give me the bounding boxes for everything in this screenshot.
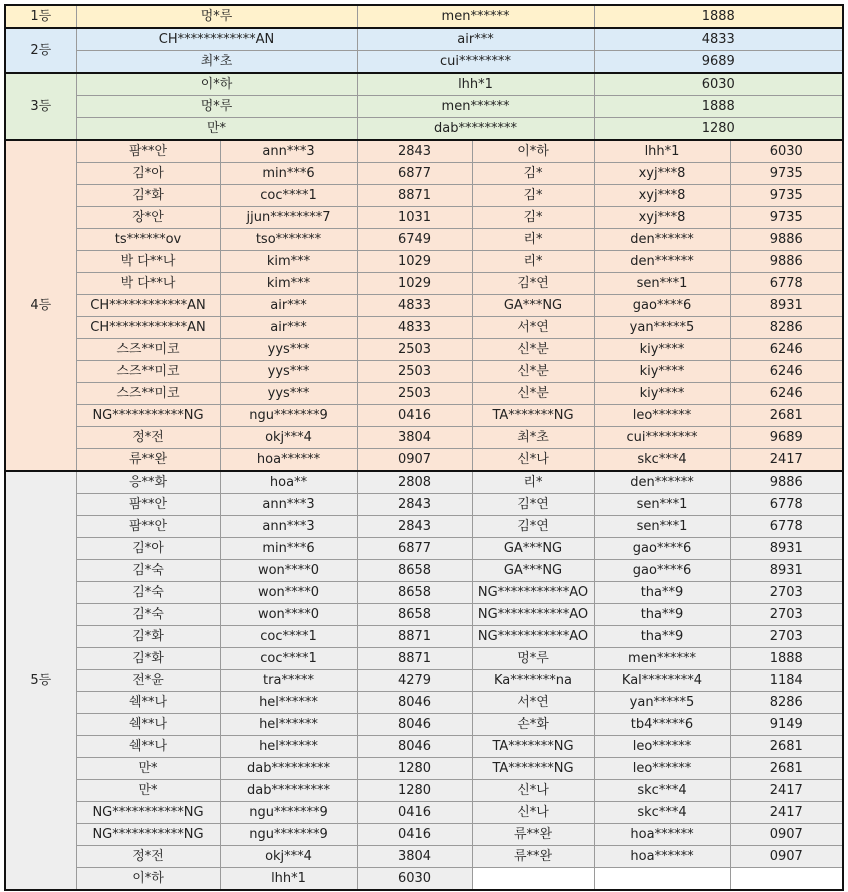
right-id-cell: leo****** bbox=[594, 736, 730, 758]
right-id-cell bbox=[594, 868, 730, 891]
right-id-cell: tha**9 bbox=[594, 582, 730, 604]
left-name-cell: 만* bbox=[76, 780, 220, 802]
right-number-cell: 9149 bbox=[730, 714, 843, 736]
right-number-cell: 0907 bbox=[730, 846, 843, 868]
left-number-cell: 6749 bbox=[357, 229, 472, 251]
name-cell: 만* bbox=[76, 118, 357, 141]
left-name-cell: 김*화 bbox=[76, 648, 220, 670]
table-row bbox=[5, 736, 843, 758]
table-row bbox=[5, 229, 843, 251]
right-number-cell: 0907 bbox=[730, 824, 843, 846]
left-number-cell: 2503 bbox=[357, 383, 472, 405]
left-id-cell: kim*** bbox=[220, 251, 357, 273]
right-name-cell: 김* bbox=[472, 207, 594, 229]
left-name-cell: 팜**안 bbox=[76, 516, 220, 538]
right-name-cell: 류**완 bbox=[472, 824, 594, 846]
right-id-cell: kiy**** bbox=[594, 383, 730, 405]
table-row bbox=[5, 185, 843, 207]
left-name-cell: 박 다**나 bbox=[76, 273, 220, 295]
table-row bbox=[5, 118, 843, 141]
right-number-cell: 8931 bbox=[730, 295, 843, 317]
table-row bbox=[5, 295, 843, 317]
left-number-cell: 0907 bbox=[357, 449, 472, 472]
left-name-cell: 팜**안 bbox=[76, 494, 220, 516]
table-row bbox=[5, 51, 843, 74]
right-id-cell: gao****6 bbox=[594, 295, 730, 317]
left-name-cell: 정*전 bbox=[76, 427, 220, 449]
table-row bbox=[5, 383, 843, 405]
left-id-cell: hoa****** bbox=[220, 449, 357, 472]
right-id-cell: yan*****5 bbox=[594, 692, 730, 714]
table-row bbox=[5, 405, 843, 427]
id-cell: air*** bbox=[357, 28, 594, 51]
right-id-cell: skc***4 bbox=[594, 802, 730, 824]
right-number-cell: 2417 bbox=[730, 780, 843, 802]
left-name-cell: CH************AN bbox=[76, 295, 220, 317]
rank-group-3 bbox=[5, 73, 843, 140]
left-id-cell: ann***3 bbox=[220, 516, 357, 538]
rank-label: 3등 bbox=[5, 73, 76, 140]
right-name-cell: 리* bbox=[472, 471, 594, 494]
left-number-cell: 2503 bbox=[357, 339, 472, 361]
left-number-cell: 1029 bbox=[357, 273, 472, 295]
table-row bbox=[5, 670, 843, 692]
left-number-cell: 6877 bbox=[357, 538, 472, 560]
right-name-cell: TA*******NG bbox=[472, 736, 594, 758]
right-id-cell: den****** bbox=[594, 229, 730, 251]
right-id-cell: tb4*****6 bbox=[594, 714, 730, 736]
left-number-cell: 4833 bbox=[357, 295, 472, 317]
table-row bbox=[5, 538, 843, 560]
left-number-cell: 8658 bbox=[357, 560, 472, 582]
right-id-cell: leo****** bbox=[594, 758, 730, 780]
right-name-cell: 리* bbox=[472, 229, 594, 251]
left-name-cell: 만* bbox=[76, 758, 220, 780]
left-name-cell: 쉑**나 bbox=[76, 692, 220, 714]
right-number-cell: 6778 bbox=[730, 516, 843, 538]
right-name-cell: 멍*루 bbox=[472, 648, 594, 670]
table-row bbox=[5, 471, 843, 494]
right-number-cell: 8286 bbox=[730, 692, 843, 714]
right-name-cell: GA***NG bbox=[472, 295, 594, 317]
left-id-cell: ann***3 bbox=[220, 140, 357, 163]
number-cell: 9689 bbox=[594, 51, 843, 74]
table-row bbox=[5, 780, 843, 802]
right-id-cell: sen***1 bbox=[594, 494, 730, 516]
right-id-cell: tha**9 bbox=[594, 604, 730, 626]
right-name-cell: 김*연 bbox=[472, 273, 594, 295]
left-name-cell: 정*전 bbox=[76, 846, 220, 868]
left-id-cell: ngu*******9 bbox=[220, 824, 357, 846]
left-name-cell: 김*아 bbox=[76, 163, 220, 185]
left-name-cell: 전*윤 bbox=[76, 670, 220, 692]
right-name-cell: 이*하 bbox=[472, 140, 594, 163]
left-number-cell: 2843 bbox=[357, 140, 472, 163]
rank-group-2 bbox=[5, 28, 843, 73]
left-number-cell: 1280 bbox=[357, 780, 472, 802]
left-id-cell: hel****** bbox=[220, 714, 357, 736]
right-number-cell: 6778 bbox=[730, 273, 843, 295]
left-id-cell: kim*** bbox=[220, 273, 357, 295]
right-number-cell: 9735 bbox=[730, 185, 843, 207]
right-name-cell: 류**완 bbox=[472, 846, 594, 868]
table-row bbox=[5, 604, 843, 626]
right-name-cell: NG***********AO bbox=[472, 626, 594, 648]
right-name-cell: 김* bbox=[472, 185, 594, 207]
right-id-cell: leo****** bbox=[594, 405, 730, 427]
left-id-cell: okj***4 bbox=[220, 846, 357, 868]
left-name-cell: NG***********NG bbox=[76, 405, 220, 427]
left-name-cell: 쉑**나 bbox=[76, 714, 220, 736]
right-id-cell: gao****6 bbox=[594, 560, 730, 582]
left-name-cell: 스즈**미코 bbox=[76, 361, 220, 383]
left-id-cell: yys*** bbox=[220, 383, 357, 405]
left-number-cell: 8046 bbox=[357, 714, 472, 736]
table-row bbox=[5, 714, 843, 736]
left-name-cell: 류**완 bbox=[76, 449, 220, 472]
right-name-cell bbox=[472, 868, 594, 891]
left-number-cell: 8871 bbox=[357, 648, 472, 670]
left-number-cell: 2843 bbox=[357, 494, 472, 516]
left-id-cell: ann***3 bbox=[220, 494, 357, 516]
table-row bbox=[5, 361, 843, 383]
left-id-cell: yys*** bbox=[220, 361, 357, 383]
right-id-cell: kiy**** bbox=[594, 339, 730, 361]
table-row bbox=[5, 339, 843, 361]
table-row bbox=[5, 626, 843, 648]
right-name-cell: 리* bbox=[472, 251, 594, 273]
left-name-cell: 김*숙 bbox=[76, 560, 220, 582]
right-number-cell: 6246 bbox=[730, 361, 843, 383]
left-name-cell: ts******ov bbox=[76, 229, 220, 251]
table-row bbox=[5, 251, 843, 273]
left-id-cell: won****0 bbox=[220, 582, 357, 604]
id-cell: men****** bbox=[357, 5, 594, 28]
number-cell: 1888 bbox=[594, 5, 843, 28]
right-id-cell: xyj***8 bbox=[594, 163, 730, 185]
left-id-cell: tso******* bbox=[220, 229, 357, 251]
left-name-cell: 박 다**나 bbox=[76, 251, 220, 273]
right-id-cell: yan*****5 bbox=[594, 317, 730, 339]
name-cell: CH************AN bbox=[76, 28, 357, 51]
right-number-cell: 9886 bbox=[730, 471, 843, 494]
left-number-cell: 0416 bbox=[357, 824, 472, 846]
id-cell: lhh*1 bbox=[357, 73, 594, 96]
right-name-cell: GA***NG bbox=[472, 560, 594, 582]
left-number-cell: 2843 bbox=[357, 516, 472, 538]
right-number-cell: 6030 bbox=[730, 140, 843, 163]
left-name-cell: 김*화 bbox=[76, 626, 220, 648]
right-number-cell: 2681 bbox=[730, 405, 843, 427]
right-number-cell: 2703 bbox=[730, 604, 843, 626]
rank-label: 4등 bbox=[5, 140, 76, 471]
left-id-cell: lhh*1 bbox=[220, 868, 357, 891]
right-name-cell: TA*******NG bbox=[472, 405, 594, 427]
table-row bbox=[5, 802, 843, 824]
right-number-cell bbox=[730, 868, 843, 891]
left-id-cell: dab********* bbox=[220, 758, 357, 780]
left-number-cell: 2808 bbox=[357, 471, 472, 494]
left-id-cell: air*** bbox=[220, 317, 357, 339]
table-row bbox=[5, 427, 843, 449]
right-name-cell: GA***NG bbox=[472, 538, 594, 560]
id-cell: dab********* bbox=[357, 118, 594, 141]
right-number-cell: 8931 bbox=[730, 560, 843, 582]
right-number-cell: 2417 bbox=[730, 449, 843, 472]
left-id-cell: hel****** bbox=[220, 692, 357, 714]
right-number-cell: 9735 bbox=[730, 207, 843, 229]
right-name-cell: 최*초 bbox=[472, 427, 594, 449]
right-name-cell: 신*나 bbox=[472, 802, 594, 824]
left-number-cell: 0416 bbox=[357, 802, 472, 824]
table-row bbox=[5, 449, 843, 472]
right-id-cell: hoa****** bbox=[594, 824, 730, 846]
left-number-cell: 3804 bbox=[357, 427, 472, 449]
name-cell: 멍*루 bbox=[76, 5, 357, 28]
right-number-cell: 6778 bbox=[730, 494, 843, 516]
right-name-cell: 신*나 bbox=[472, 449, 594, 472]
right-id-cell: lhh*1 bbox=[594, 140, 730, 163]
table-row bbox=[5, 494, 843, 516]
right-id-cell: den****** bbox=[594, 251, 730, 273]
right-id-cell: xyj***8 bbox=[594, 207, 730, 229]
left-id-cell: ngu*******9 bbox=[220, 405, 357, 427]
right-number-cell: 2703 bbox=[730, 626, 843, 648]
left-number-cell: 8658 bbox=[357, 604, 472, 626]
table-row bbox=[5, 163, 843, 185]
left-name-cell: 쉑**나 bbox=[76, 736, 220, 758]
table-row bbox=[5, 824, 843, 846]
right-number-cell: 9886 bbox=[730, 229, 843, 251]
rank-group-5 bbox=[5, 471, 843, 890]
right-name-cell: 신*분 bbox=[472, 383, 594, 405]
table-row bbox=[5, 207, 843, 229]
right-number-cell: 9886 bbox=[730, 251, 843, 273]
left-name-cell: 김*화 bbox=[76, 185, 220, 207]
left-id-cell: air*** bbox=[220, 295, 357, 317]
right-name-cell: 서*연 bbox=[472, 317, 594, 339]
left-name-cell: 김*아 bbox=[76, 538, 220, 560]
name-cell: 멍*루 bbox=[76, 96, 357, 118]
left-name-cell: 김*숙 bbox=[76, 604, 220, 626]
id-cell: men****** bbox=[357, 96, 594, 118]
right-name-cell: NG***********AO bbox=[472, 604, 594, 626]
left-name-cell: NG***********NG bbox=[76, 824, 220, 846]
table-row bbox=[5, 28, 843, 51]
ranking-table bbox=[4, 4, 844, 891]
name-cell: 이*하 bbox=[76, 73, 357, 96]
right-number-cell: 2703 bbox=[730, 582, 843, 604]
table-row bbox=[5, 868, 843, 891]
left-name-cell: CH************AN bbox=[76, 317, 220, 339]
right-name-cell: TA*******NG bbox=[472, 758, 594, 780]
left-id-cell: yys*** bbox=[220, 339, 357, 361]
right-id-cell: cui******** bbox=[594, 427, 730, 449]
number-cell: 4833 bbox=[594, 28, 843, 51]
left-id-cell: tra***** bbox=[220, 670, 357, 692]
table-row bbox=[5, 516, 843, 538]
right-id-cell: sen***1 bbox=[594, 273, 730, 295]
right-name-cell: 신*나 bbox=[472, 780, 594, 802]
left-id-cell: dab********* bbox=[220, 780, 357, 802]
left-id-cell: coc****1 bbox=[220, 648, 357, 670]
table-row bbox=[5, 317, 843, 339]
right-id-cell: sen***1 bbox=[594, 516, 730, 538]
left-number-cell: 2503 bbox=[357, 361, 472, 383]
left-number-cell: 1029 bbox=[357, 251, 472, 273]
table-row bbox=[5, 560, 843, 582]
right-number-cell: 2417 bbox=[730, 802, 843, 824]
table-row bbox=[5, 140, 843, 163]
right-id-cell: xyj***8 bbox=[594, 185, 730, 207]
table-row bbox=[5, 73, 843, 96]
right-number-cell: 6246 bbox=[730, 383, 843, 405]
left-name-cell: 팜**안 bbox=[76, 140, 220, 163]
left-id-cell: hoa** bbox=[220, 471, 357, 494]
table-row bbox=[5, 758, 843, 780]
left-id-cell: min***6 bbox=[220, 538, 357, 560]
right-id-cell: gao****6 bbox=[594, 538, 730, 560]
right-id-cell: kiy**** bbox=[594, 361, 730, 383]
right-number-cell: 2681 bbox=[730, 736, 843, 758]
number-cell: 1280 bbox=[594, 118, 843, 141]
left-name-cell: 장*안 bbox=[76, 207, 220, 229]
left-number-cell: 8046 bbox=[357, 736, 472, 758]
left-number-cell: 8871 bbox=[357, 185, 472, 207]
right-name-cell: Ka*******na bbox=[472, 670, 594, 692]
right-id-cell: hoa****** bbox=[594, 846, 730, 868]
right-number-cell: 2681 bbox=[730, 758, 843, 780]
left-id-cell: coc****1 bbox=[220, 626, 357, 648]
left-name-cell: 스즈**미코 bbox=[76, 339, 220, 361]
left-name-cell: 이*하 bbox=[76, 868, 220, 891]
table-row bbox=[5, 648, 843, 670]
rank-group-4 bbox=[5, 140, 843, 471]
left-name-cell: 응**화 bbox=[76, 471, 220, 494]
left-id-cell: won****0 bbox=[220, 560, 357, 582]
table-row bbox=[5, 5, 843, 28]
left-number-cell: 6877 bbox=[357, 163, 472, 185]
rank-label: 2등 bbox=[5, 28, 76, 73]
left-number-cell: 4833 bbox=[357, 317, 472, 339]
left-id-cell: okj***4 bbox=[220, 427, 357, 449]
left-number-cell: 1031 bbox=[357, 207, 472, 229]
number-cell: 1888 bbox=[594, 96, 843, 118]
table-row bbox=[5, 96, 843, 118]
left-id-cell: coc****1 bbox=[220, 185, 357, 207]
right-id-cell: men****** bbox=[594, 648, 730, 670]
right-number-cell: 9735 bbox=[730, 163, 843, 185]
right-id-cell: den****** bbox=[594, 471, 730, 494]
right-name-cell: NG***********AO bbox=[472, 582, 594, 604]
table-row bbox=[5, 846, 843, 868]
left-number-cell: 8658 bbox=[357, 582, 472, 604]
left-number-cell: 8871 bbox=[357, 626, 472, 648]
right-name-cell: 김*연 bbox=[472, 516, 594, 538]
right-name-cell: 김*연 bbox=[472, 494, 594, 516]
left-name-cell: 스즈**미코 bbox=[76, 383, 220, 405]
left-number-cell: 4279 bbox=[357, 670, 472, 692]
left-id-cell: hel****** bbox=[220, 736, 357, 758]
right-id-cell: tha**9 bbox=[594, 626, 730, 648]
table-row bbox=[5, 692, 843, 714]
left-id-cell: min***6 bbox=[220, 163, 357, 185]
left-name-cell: 김*숙 bbox=[76, 582, 220, 604]
left-id-cell: jjun********7 bbox=[220, 207, 357, 229]
right-name-cell: 김* bbox=[472, 163, 594, 185]
left-id-cell: won****0 bbox=[220, 604, 357, 626]
right-number-cell: 8931 bbox=[730, 538, 843, 560]
left-number-cell: 6030 bbox=[357, 868, 472, 891]
right-name-cell: 신*분 bbox=[472, 361, 594, 383]
rank-group-1 bbox=[5, 5, 843, 28]
right-number-cell: 1888 bbox=[730, 648, 843, 670]
right-number-cell: 9689 bbox=[730, 427, 843, 449]
table-row bbox=[5, 582, 843, 604]
left-number-cell: 0416 bbox=[357, 405, 472, 427]
right-number-cell: 1184 bbox=[730, 670, 843, 692]
right-id-cell: skc***4 bbox=[594, 449, 730, 472]
left-name-cell: NG***********NG bbox=[76, 802, 220, 824]
name-cell: 최*초 bbox=[76, 51, 357, 74]
rank-label: 5등 bbox=[5, 471, 76, 890]
left-number-cell: 8046 bbox=[357, 692, 472, 714]
left-number-cell: 3804 bbox=[357, 846, 472, 868]
right-name-cell: 손*화 bbox=[472, 714, 594, 736]
left-number-cell: 1280 bbox=[357, 758, 472, 780]
right-name-cell: 신*분 bbox=[472, 339, 594, 361]
table-row bbox=[5, 273, 843, 295]
right-id-cell: Kal********4 bbox=[594, 670, 730, 692]
right-name-cell: 서*연 bbox=[472, 692, 594, 714]
left-id-cell: ngu*******9 bbox=[220, 802, 357, 824]
rank-label: 1등 bbox=[5, 5, 76, 28]
right-id-cell: skc***4 bbox=[594, 780, 730, 802]
right-number-cell: 8286 bbox=[730, 317, 843, 339]
number-cell: 6030 bbox=[594, 73, 843, 96]
id-cell: cui******** bbox=[357, 51, 594, 74]
right-number-cell: 6246 bbox=[730, 339, 843, 361]
